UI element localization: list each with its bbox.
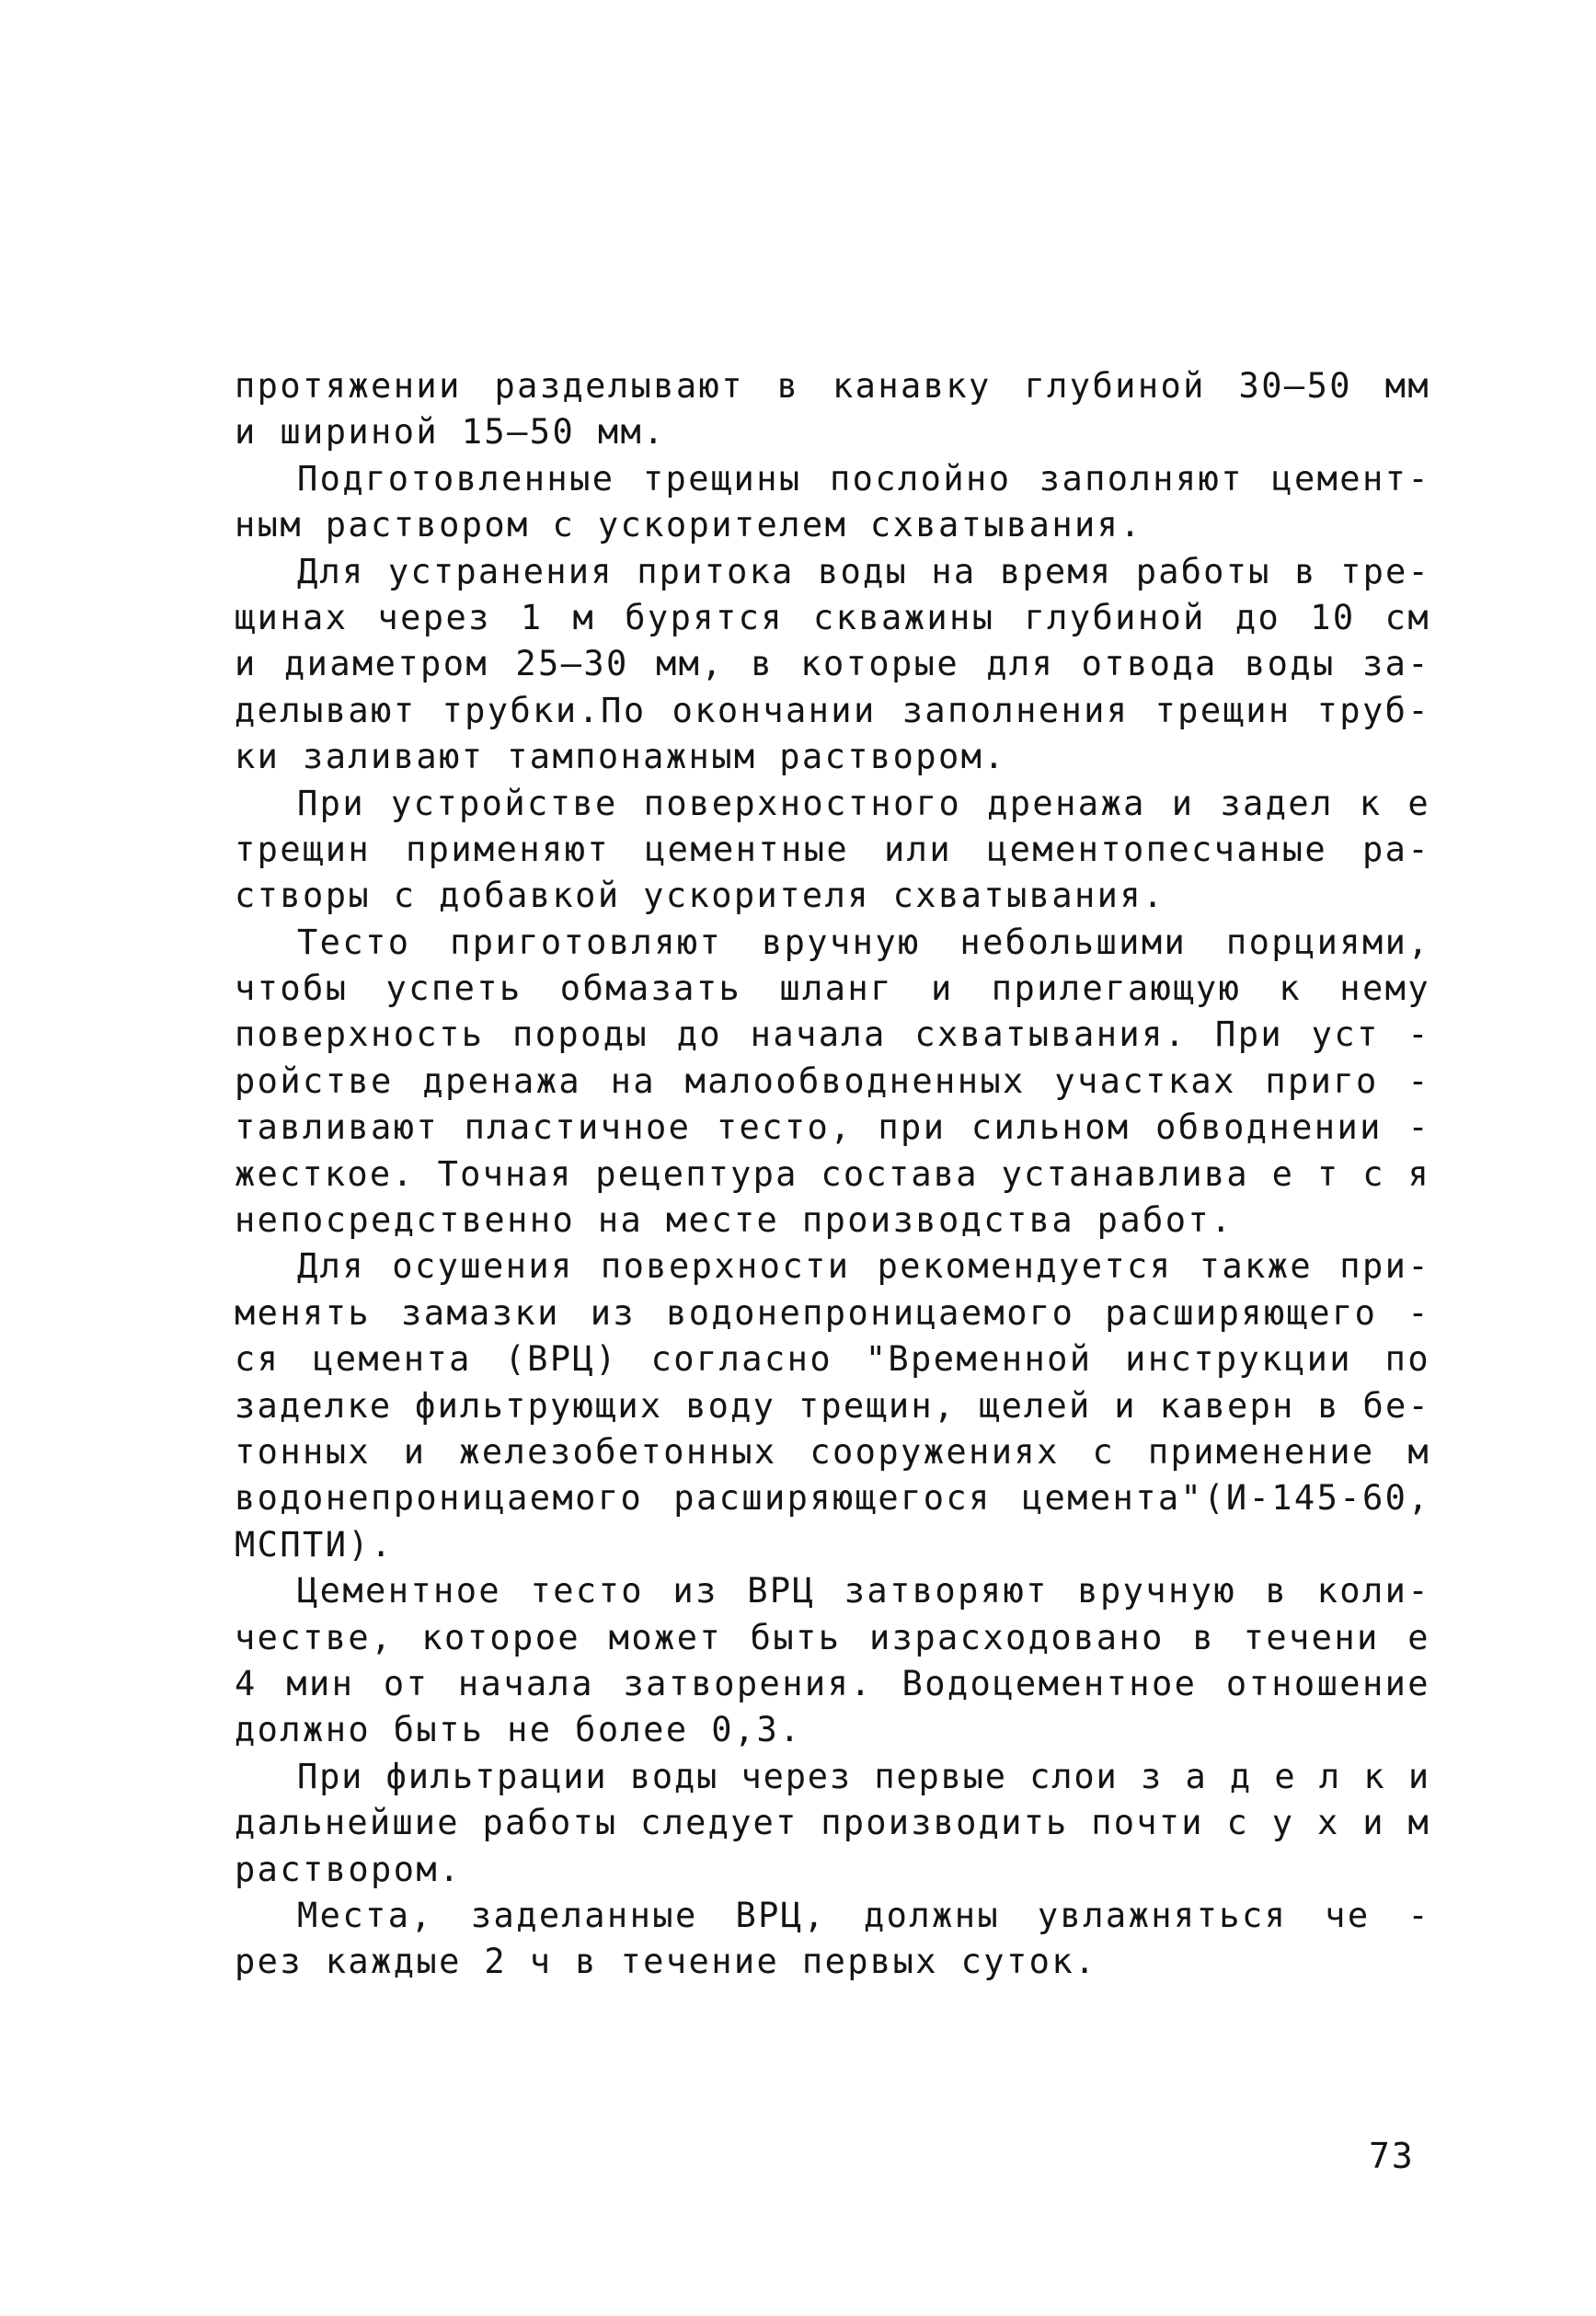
text-line: Для устранения притока воды на время работы в тре- <box>297 551 1430 591</box>
text-line: и диаметром 25–30 мм, в которые для отвода воды за- <box>235 644 1430 684</box>
text-line: заделке фильтрующих воду трещин, щелей и каверн в бе- <box>235 1385 1430 1426</box>
text-line: и шириной 15–50 мм. <box>235 412 666 453</box>
text-line: менять замазки из водонепроницаемого расширяющего - <box>235 1292 1430 1333</box>
text-line: дальнейшие работы следует производить почти с у х и м <box>235 1803 1430 1843</box>
text-line: тавливают пластичное тесто, при сильном обводнении - <box>235 1107 1430 1148</box>
text-line: ным раствором с ускорителем схватывания. <box>235 505 1143 545</box>
text-line: При устройстве поверхностного дренажа и задел к е <box>297 783 1430 823</box>
text-line: Места, заделанные ВРЦ, должны увлажняться че - <box>297 1895 1430 1935</box>
text-line: делывают трубки.По окончании заполнения трещин труб- <box>235 690 1430 730</box>
text-line: раствором. <box>235 1849 462 1889</box>
text-line: должно быть не более 0,3. <box>235 1710 802 1750</box>
body-text <box>235 363 1430 1986</box>
text-line: Подготовленные трещины послойно заполняют цемент- <box>297 458 1430 499</box>
text-line: чтобы успеть обмазать шланг и прилегающую к нему <box>235 969 1430 1009</box>
text-line: При фильтрации воды через первые слои з а д е л к и <box>297 1756 1430 1796</box>
text-line: рез каждые 2 ч в течение первых суток. <box>235 1942 1097 1982</box>
text-line: поверхность породы до начала схватывания. При уст - <box>235 1015 1430 1055</box>
text-line: Для осушения поверхности рекомендуется также при- <box>297 1246 1430 1287</box>
text-line: щинах через 1 м бурятся скважины глубиной до 10 см <box>235 597 1430 637</box>
text-line: 4 мин от начала затворения. Водоцементное отношение <box>235 1663 1430 1703</box>
text-line: протяжении разделывают в канавку глубиной 30–50 мм <box>235 366 1430 406</box>
text-line: Тесто приготовляют вручную небольшими порциями, <box>297 922 1430 962</box>
text-line: створы с добавкой ускорителя схватывания. <box>235 876 1165 916</box>
text-line: трещин применяют цементные или цементопесчаные ра- <box>235 829 1430 869</box>
text-line: ки заливают тампонажным раствором. <box>235 737 1006 777</box>
text-line: МСПТИ). <box>235 1524 394 1565</box>
text-line: честве, которое может быть израсходовано в течени е <box>235 1617 1430 1657</box>
text-line: непосредственно на месте производства работ. <box>235 1200 1234 1241</box>
text-line: ся цемента (ВРЦ) согласно "Временной инструкции по <box>235 1339 1430 1380</box>
page-number: 73 <box>1369 2136 1415 2176</box>
text-line: водонепроницаемого расширяющегося цемента"(И-145-60, <box>235 1478 1430 1519</box>
text-line: жесткое. Точная рецептура состава устанавлива е т с я <box>235 1153 1430 1194</box>
text-line: ройстве дренажа на малообводненных участках приго - <box>235 1061 1430 1101</box>
text-line: тонных и железобетонных сооружениях с применение м <box>235 1431 1430 1472</box>
text-line: Цементное тесто из ВРЦ затворяют вручную в коли- <box>297 1571 1430 1611</box>
